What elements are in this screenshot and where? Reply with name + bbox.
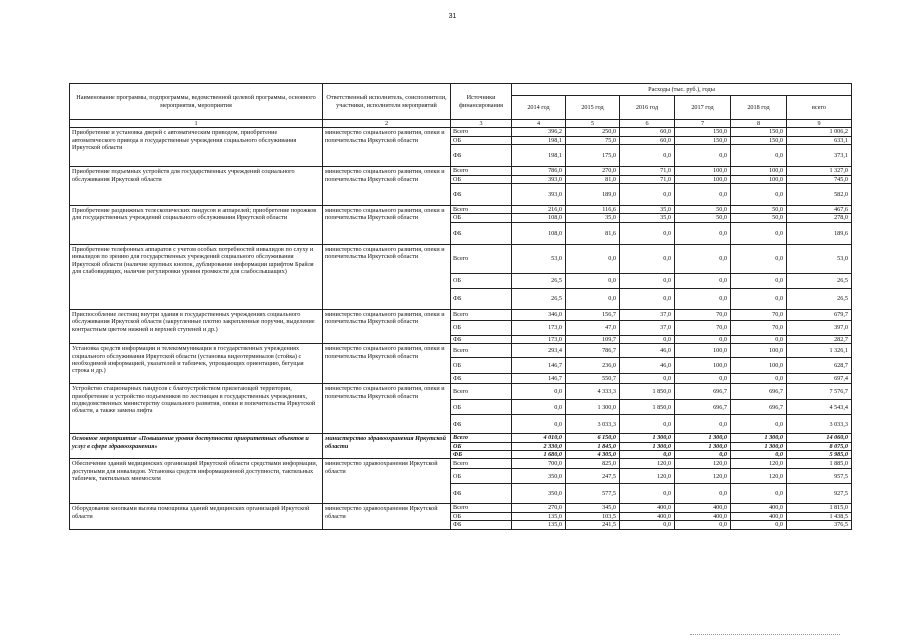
- expense-year-cell: 0,0: [566, 244, 620, 273]
- expense-year-cell: 241,5: [566, 521, 620, 529]
- expense-year-cell: 696,7: [675, 384, 731, 400]
- funding-source: Всего: [451, 206, 512, 214]
- header-year-2017: 2017 год: [675, 96, 731, 120]
- expense-year-cell: 400,0: [620, 512, 675, 520]
- expense-year-cell: 150,0: [731, 128, 787, 136]
- expense-year-cell: 0,0: [620, 244, 675, 273]
- expense-total-cell: 53,0: [787, 244, 852, 273]
- expense-year-cell: 53,0: [512, 244, 566, 273]
- funding-source: Всего: [451, 459, 512, 469]
- expense-year-cell: 696,7: [731, 384, 787, 400]
- expense-year-cell: 0,0: [731, 222, 787, 244]
- expense-year-cell: 70,0: [675, 309, 731, 320]
- header-source: Источники финансирования: [451, 84, 512, 120]
- responsible-executor: министерство социального развития, опеки и попечительства Иркутской области: [323, 384, 451, 434]
- expense-year-cell: 120,0: [675, 469, 731, 484]
- expense-year-cell: 0,0: [620, 335, 675, 343]
- expense-year-cell: 400,0: [620, 504, 675, 512]
- expense-year-cell: 146,7: [512, 358, 566, 374]
- expense-total-cell: 1 006,2: [787, 128, 852, 136]
- funding-source: ФБ: [451, 288, 512, 309]
- expense-total-cell: 745,0: [787, 175, 852, 183]
- expense-year-cell: 577,5: [566, 484, 620, 504]
- expense-year-cell: 0,0: [731, 184, 787, 206]
- expense-year-cell: 0,0: [731, 145, 787, 167]
- expense-year-cell: 0,0: [731, 415, 787, 434]
- expense-year-cell: 0,0: [731, 451, 787, 459]
- funding-source: Всего: [451, 128, 512, 136]
- expense-year-cell: 135,0: [512, 512, 566, 520]
- responsible-executor: министерство здравоохранения Иркутской области: [323, 434, 451, 459]
- program-table-wrapper: [69, 83, 851, 530]
- expense-year-cell: 0,0: [675, 415, 731, 434]
- column-index: 4: [512, 120, 566, 128]
- expense-year-cell: 198,1: [512, 145, 566, 167]
- activity-name: Приобретение и установка дверей с автоматическим приводом, приобретение автоматического привода в государственные учреждения социального обслуживания Иркутской области: [70, 128, 323, 167]
- expense-year-cell: 0,0: [675, 273, 731, 288]
- table-row: [70, 344, 852, 358]
- expense-total-cell: 1 438,5: [787, 512, 852, 520]
- expense-year-cell: 0,0: [731, 288, 787, 309]
- expense-year-cell: 0,0: [620, 222, 675, 244]
- table-row: [70, 309, 852, 320]
- expense-year-cell: 0,0: [620, 451, 675, 459]
- funding-source: ОБ: [451, 214, 512, 222]
- expense-total-cell: 1 327,0: [787, 167, 852, 175]
- expense-year-cell: 100,0: [675, 167, 731, 175]
- activity-name: Приобретение телефонных аппаратов с учетом особых потребностей инвалидов по слуху и инвалидов по зрению для государственных учреждений социального обслуживания Иркутской области (наличие крупных кнопок, дублирование информации шрифтом Брайля для слабовидящих, наличие регулировки уровня громкости для слабослышащих): [70, 244, 323, 309]
- expense-year-cell: 0,0: [620, 273, 675, 288]
- expense-year-cell: 109,7: [566, 335, 620, 343]
- expense-year-cell: 173,0: [512, 335, 566, 343]
- responsible-executor: министерство социального развития, опеки и попечительства Иркутской области: [323, 128, 451, 167]
- expense-year-cell: 50,0: [675, 206, 731, 214]
- expense-year-cell: 60,0: [620, 128, 675, 136]
- responsible-executor: министерство социального развития, опеки и попечительства Иркутской области: [323, 244, 451, 309]
- expense-year-cell: 396,2: [512, 128, 566, 136]
- expense-total-cell: 376,5: [787, 521, 852, 529]
- expense-year-cell: 400,0: [731, 512, 787, 520]
- funding-source: ФБ: [451, 145, 512, 167]
- funding-source: ФБ: [451, 451, 512, 459]
- expense-year-cell: 156,7: [566, 309, 620, 320]
- funding-source: Всего: [451, 344, 512, 358]
- column-index: 1: [70, 120, 323, 128]
- expense-year-cell: 175,0: [566, 145, 620, 167]
- expense-year-cell: 46,0: [620, 344, 675, 358]
- expense-year-cell: 100,0: [675, 175, 731, 183]
- activity-name: Приобретение раздвижных телескопических пандусов и аппарелей; приобретение порожков для государственных учреждений социального обслуживания Иркутской области: [70, 206, 323, 245]
- expense-total-cell: 633,1: [787, 136, 852, 144]
- funding-source: ФБ: [451, 374, 512, 384]
- expense-year-cell: 100,0: [675, 358, 731, 374]
- expense-total-cell: 697,4: [787, 374, 852, 384]
- funding-source: Всего: [451, 244, 512, 273]
- table-row: [70, 167, 852, 175]
- header-expenses: Расходы (тыс. руб.), годы: [512, 84, 852, 96]
- expense-year-cell: 1 300,0: [566, 400, 620, 415]
- header-year-2015: 2015 год: [566, 96, 620, 120]
- expense-year-cell: 37,0: [620, 320, 675, 335]
- expense-year-cell: 1 300,0: [620, 434, 675, 442]
- page-number: 31: [448, 13, 457, 20]
- expense-total-cell: 5 985,0: [787, 451, 852, 459]
- funding-source: Всего: [451, 384, 512, 400]
- expense-total-cell: 7 576,7: [787, 384, 852, 400]
- expense-year-cell: 1 300,0: [731, 434, 787, 442]
- column-index: 9: [787, 120, 852, 128]
- expense-total-cell: 467,6: [787, 206, 852, 214]
- expense-year-cell: 700,0: [512, 459, 566, 469]
- header-year-2014: 2014 год: [512, 96, 566, 120]
- column-index: 7: [675, 120, 731, 128]
- responsible-executor: министерство социального развития, опеки и попечительства Иркутской области: [323, 344, 451, 384]
- expense-year-cell: 116,6: [566, 206, 620, 214]
- expense-total-cell: 26,5: [787, 288, 852, 309]
- expense-year-cell: 696,7: [675, 400, 731, 415]
- expense-year-cell: 216,0: [512, 206, 566, 214]
- expense-year-cell: 47,0: [566, 320, 620, 335]
- expense-total-cell: 397,0: [787, 320, 852, 335]
- funding-source: Всего: [451, 434, 512, 442]
- table-row: [70, 244, 852, 273]
- expense-year-cell: 0,0: [731, 521, 787, 529]
- expense-year-cell: 0,0: [620, 145, 675, 167]
- expense-year-cell: 0,0: [675, 335, 731, 343]
- responsible-executor: министерство социального развития, опеки и попечительства Иркутской области: [323, 309, 451, 343]
- expense-year-cell: 46,0: [620, 358, 675, 374]
- expense-year-cell: 0,0: [620, 184, 675, 206]
- responsible-executor: министерство здравоохранения Иркутской области: [323, 459, 451, 504]
- expense-year-cell: 0,0: [731, 484, 787, 504]
- expense-year-cell: 100,0: [675, 344, 731, 358]
- expense-year-cell: 0,0: [731, 374, 787, 384]
- activity-name: Установка средств информации и телекоммуникации в государственных учреждениях социального обслуживания Иркутской области (установка видеотерминалов (стойка) с необходимой информацией, указателей и табличек, упрощающих ориентацию, бегущая строка и др.): [70, 344, 323, 384]
- expense-year-cell: 1 850,0: [620, 400, 675, 415]
- expense-year-cell: 100,0: [731, 167, 787, 175]
- expense-year-cell: 696,7: [731, 400, 787, 415]
- expense-year-cell: 825,0: [566, 459, 620, 469]
- expense-total-cell: 3 033,3: [787, 415, 852, 434]
- table-row: [70, 128, 852, 136]
- expense-year-cell: 0,0: [566, 273, 620, 288]
- expense-year-cell: 0,0: [512, 384, 566, 400]
- expense-total-cell: 582,0: [787, 184, 852, 206]
- funding-source: ОБ: [451, 400, 512, 415]
- expense-year-cell: 0,0: [675, 451, 731, 459]
- expense-year-cell: 35,0: [620, 206, 675, 214]
- expense-total-cell: 278,0: [787, 214, 852, 222]
- expense-year-cell: 120,0: [620, 469, 675, 484]
- expense-year-cell: 35,0: [620, 214, 675, 222]
- expense-year-cell: 1 300,0: [731, 442, 787, 450]
- expense-year-cell: 75,0: [566, 136, 620, 144]
- expense-year-cell: 393,0: [512, 184, 566, 206]
- expense-year-cell: 250,0: [566, 128, 620, 136]
- expense-year-cell: 247,5: [566, 469, 620, 484]
- funding-source: ОБ: [451, 442, 512, 450]
- responsible-executor: министерство здравоохранения Иркутской области: [323, 504, 451, 529]
- expense-year-cell: 1 300,0: [675, 434, 731, 442]
- expense-year-cell: 81,6: [566, 222, 620, 244]
- column-index: 6: [620, 120, 675, 128]
- column-index: 5: [566, 120, 620, 128]
- expense-total-cell: 1 885,0: [787, 459, 852, 469]
- expense-year-cell: 70,0: [731, 309, 787, 320]
- expense-year-cell: 0,0: [620, 374, 675, 384]
- expense-total-cell: 189,6: [787, 222, 852, 244]
- expense-year-cell: 108,0: [512, 222, 566, 244]
- expense-year-cell: 786,0: [512, 167, 566, 175]
- responsible-executor: министерство социального развития, опеки и попечительства Иркутской области: [323, 167, 451, 206]
- expense-total-cell: 1 326,1: [787, 344, 852, 358]
- expense-total-cell: 679,7: [787, 309, 852, 320]
- expense-year-cell: 0,0: [675, 374, 731, 384]
- activity-name: Устройство стационарных пандусов с благоустройством прилегающей территории, приобретение и устройство подъемников по лестницам в государственных учреждениях, подведомственных министерству социального развития, опеки и попечительства Иркутской области, а также замена лифта: [70, 384, 323, 434]
- expense-year-cell: 0,0: [512, 415, 566, 434]
- expense-year-cell: 120,0: [731, 459, 787, 469]
- expense-year-cell: 150,0: [731, 136, 787, 144]
- expense-year-cell: 2 330,0: [512, 442, 566, 450]
- expense-year-cell: 70,0: [731, 320, 787, 335]
- expense-year-cell: 1 845,0: [566, 442, 620, 450]
- expense-year-cell: 293,4: [512, 344, 566, 358]
- expense-year-cell: 120,0: [620, 459, 675, 469]
- expense-year-cell: 189,0: [566, 184, 620, 206]
- expense-year-cell: 0,0: [675, 222, 731, 244]
- expense-total-cell: 373,1: [787, 145, 852, 167]
- expense-year-cell: 0,0: [675, 184, 731, 206]
- expense-year-cell: 4 333,3: [566, 384, 620, 400]
- funding-source: Всего: [451, 504, 512, 512]
- funding-source: Всего: [451, 309, 512, 320]
- funding-source: ОБ: [451, 320, 512, 335]
- funding-source: ОБ: [451, 469, 512, 484]
- funding-source: ОБ: [451, 175, 512, 183]
- funding-source: ОБ: [451, 273, 512, 288]
- header-year-2018: 2018 год: [731, 96, 787, 120]
- column-index: 2: [323, 120, 451, 128]
- expense-year-cell: 150,0: [675, 128, 731, 136]
- expense-year-cell: 350,0: [512, 469, 566, 484]
- expense-total-cell: 1 815,0: [787, 504, 852, 512]
- expense-total-cell: 628,7: [787, 358, 852, 374]
- header-name: Наименование программы, подпрограммы, ведомственной целевой программы, основного мероприятия, мероприятия: [70, 84, 323, 120]
- expense-year-cell: 0,0: [675, 288, 731, 309]
- expense-total-cell: 14 060,0: [787, 434, 852, 442]
- expense-year-cell: 236,0: [566, 358, 620, 374]
- expense-year-cell: 550,7: [566, 374, 620, 384]
- expense-year-cell: 4 305,0: [566, 451, 620, 459]
- table-body: [70, 128, 852, 529]
- expense-year-cell: 0,0: [620, 288, 675, 309]
- expense-year-cell: 1 300,0: [620, 442, 675, 450]
- expense-year-cell: 350,0: [512, 484, 566, 504]
- funding-source: ФБ: [451, 335, 512, 343]
- activity-name: Приспособление лестниц внутри здания в государственных учреждениях социального обслуживания Иркутской области (закругленные плотно закрепленные поручни, выделение контрастным цветом нижней и верхней ступеней и др.): [70, 309, 323, 343]
- column-index: 8: [731, 120, 787, 128]
- expense-total-cell: 26,5: [787, 273, 852, 288]
- expense-year-cell: 146,7: [512, 374, 566, 384]
- expense-total-cell: 4 543,4: [787, 400, 852, 415]
- expense-total-cell: 8 075,0: [787, 442, 852, 450]
- activity-name: Приобретение подъемных устройств для государственных учреждений социального обслуживания Иркутской области: [70, 167, 323, 206]
- funding-source: ФБ: [451, 184, 512, 206]
- expense-year-cell: 4 010,0: [512, 434, 566, 442]
- expense-year-cell: 0,0: [731, 273, 787, 288]
- expense-year-cell: 1 850,0: [620, 384, 675, 400]
- funding-source: ФБ: [451, 484, 512, 504]
- expense-year-cell: 103,5: [566, 512, 620, 520]
- expense-year-cell: 0,0: [620, 484, 675, 504]
- expense-year-cell: 6 150,0: [566, 434, 620, 442]
- funding-source: ОБ: [451, 512, 512, 520]
- activity-name: Оборудование кнопками вызова помощника зданий медицинских организаций Иркутской области: [70, 504, 323, 529]
- expense-year-cell: 37,0: [620, 309, 675, 320]
- expense-year-cell: 71,0: [620, 175, 675, 183]
- expense-total-cell: 282,7: [787, 335, 852, 343]
- expense-year-cell: 0,0: [675, 521, 731, 529]
- expense-year-cell: 71,0: [620, 167, 675, 175]
- expense-year-cell: 1 680,0: [512, 451, 566, 459]
- expense-total-cell: 957,5: [787, 469, 852, 484]
- header-year-2016: 2016 год: [620, 96, 675, 120]
- expense-year-cell: 100,0: [731, 175, 787, 183]
- expense-year-cell: 400,0: [731, 504, 787, 512]
- expense-year-cell: 0,0: [512, 400, 566, 415]
- table-row: [70, 384, 852, 400]
- expense-year-cell: 50,0: [731, 206, 787, 214]
- expense-year-cell: 150,0: [675, 136, 731, 144]
- funding-source: ОБ: [451, 358, 512, 374]
- expense-year-cell: 135,0: [512, 521, 566, 529]
- expense-year-cell: 0,0: [675, 145, 731, 167]
- column-index-row: [70, 120, 852, 128]
- expense-year-cell: 60,0: [620, 136, 675, 144]
- expense-year-cell: 0,0: [731, 335, 787, 343]
- expense-year-cell: 345,0: [566, 504, 620, 512]
- expense-year-cell: 120,0: [675, 459, 731, 469]
- expense-year-cell: 100,0: [731, 344, 787, 358]
- table-row: [70, 206, 852, 214]
- expense-year-cell: 3 033,3: [566, 415, 620, 434]
- responsible-executor: министерство социального развития, опеки и попечительства Иркутской области: [323, 206, 451, 245]
- header-responsible: Ответственный исполнитель, соисполнители, участники, исполнители мероприятий: [323, 84, 451, 120]
- expense-year-cell: 100,0: [731, 358, 787, 374]
- expense-year-cell: 50,0: [731, 214, 787, 222]
- expense-year-cell: 0,0: [731, 244, 787, 273]
- expense-year-cell: 270,0: [566, 167, 620, 175]
- expense-year-cell: 108,0: [512, 214, 566, 222]
- expense-year-cell: 70,0: [675, 320, 731, 335]
- expense-year-cell: 0,0: [675, 484, 731, 504]
- expense-year-cell: 400,0: [675, 504, 731, 512]
- header-total: всего: [787, 96, 852, 120]
- expense-year-cell: 26,5: [512, 273, 566, 288]
- program-expenses-table: [69, 83, 852, 530]
- expense-year-cell: 198,1: [512, 136, 566, 144]
- expense-year-cell: 1 300,0: [675, 442, 731, 450]
- expense-year-cell: 50,0: [675, 214, 731, 222]
- expense-year-cell: 270,0: [512, 504, 566, 512]
- expense-year-cell: 0,0: [566, 288, 620, 309]
- expense-year-cell: 346,0: [512, 309, 566, 320]
- column-index: 3: [451, 120, 512, 128]
- expense-year-cell: 393,0: [512, 175, 566, 183]
- activity-name: Основное мероприятие «Повышение уровня доступности приоритетных объектов и услуг в сфере здравоохранения»: [70, 434, 323, 459]
- expense-year-cell: 786,7: [566, 344, 620, 358]
- expense-year-cell: 81,0: [566, 175, 620, 183]
- activity-name: Обеспечение зданий медицинских организаций Иркутской области средствами информации, доступными для инвалидов. Установка средств информационной доступности, тактильных табличек, тактильных мнемосхем: [70, 459, 323, 504]
- expense-year-cell: 0,0: [620, 521, 675, 529]
- expense-year-cell: 400,0: [675, 512, 731, 520]
- funding-source: ОБ: [451, 136, 512, 144]
- funding-source: Всего: [451, 167, 512, 175]
- table-row: [70, 459, 852, 469]
- scan-artifact-line: [690, 634, 840, 636]
- table-row: [70, 434, 852, 442]
- expense-total-cell: 927,5: [787, 484, 852, 504]
- funding-source: ФБ: [451, 222, 512, 244]
- expense-year-cell: 35,0: [566, 214, 620, 222]
- funding-source: ФБ: [451, 415, 512, 434]
- expense-year-cell: 0,0: [675, 244, 731, 273]
- expense-year-cell: 120,0: [731, 469, 787, 484]
- table-row: [70, 504, 852, 512]
- expense-year-cell: 173,0: [512, 320, 566, 335]
- funding-source: ФБ: [451, 521, 512, 529]
- expense-year-cell: 26,5: [512, 288, 566, 309]
- expense-year-cell: 0,0: [620, 415, 675, 434]
